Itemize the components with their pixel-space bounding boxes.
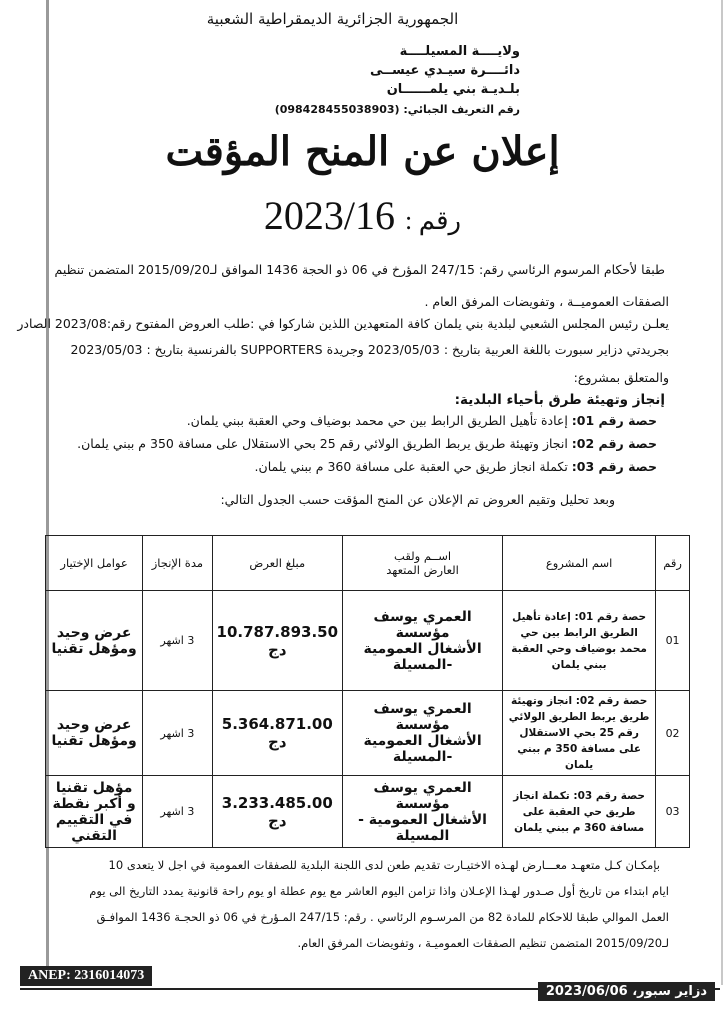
cell-duration: 3 اشهر xyxy=(143,691,212,776)
cell-num: 01 xyxy=(656,591,690,691)
cell-bidder xyxy=(343,591,503,691)
footer-line: ايام ابتداء من تاريخ أول صـدور لهـذا الإعـلان واذا تزامن اليوم العاشر مع يوم عطلة او يوم راحة قانونية يمدد التاريخ الى يوم xyxy=(89,884,669,898)
bidder-line: العمري يوسف مؤسسة xyxy=(373,608,472,641)
announcement-number xyxy=(0,192,725,239)
table-row xyxy=(46,776,690,848)
cell-project: حصة رقم 03: تكملة انجاز طريق حي العقبة على مسافة 360 م ببني يلمان xyxy=(503,776,656,848)
body-line: والمتعلق بمشروع: xyxy=(573,370,669,385)
daira: دائــــرة سيـدي عيســى xyxy=(369,63,520,78)
header-bidder-line: العارض المتعهد xyxy=(386,563,459,577)
cell-amount: 3.233.485.00 دج xyxy=(212,776,342,848)
lot-1 xyxy=(187,413,657,428)
body-line: بجريدتي دزاير سبورت باللغة العربية بتاريخ : 2023/05/03 وجريدة SUPPORTERS بالفرنسية بتاريخ : 2023/05/03 xyxy=(70,342,669,357)
lot-label: حصة رقم 02: xyxy=(571,436,657,451)
cell-duration: 3 اشهر xyxy=(143,776,212,848)
cell-amount: 5.364.871.00 دج xyxy=(212,691,342,776)
cell-bidder xyxy=(343,691,503,776)
table-header-row xyxy=(46,536,690,591)
bidder-line: العمري يوسف مؤسسة xyxy=(373,779,472,812)
body-line: طبقا لأحكام المرسوم الرئاسي رقم: 247/15 المؤرخ في 06 ذو الحجة 1436 الموافق لـ2015/09/20 المتضمن تنظيم xyxy=(54,262,665,277)
cell-num: 03 xyxy=(656,776,690,848)
cell-criteria: عرض وحيد ومؤهل تقنيا xyxy=(46,591,143,691)
cell-bidder xyxy=(343,776,503,848)
cell-num: 02 xyxy=(656,691,690,776)
body-line: يعلـن رئيس المجلس الشعبي لبلدية بني يلمان كافة المتعهدين اللذين شاركوا في :طلب العروض المفتوح رقم:2023/08 الصادر xyxy=(17,316,669,331)
number-value: 2023/16 xyxy=(263,193,396,238)
cell-criteria: عرض وحيد ومؤهل تقنيا xyxy=(46,691,143,776)
wilaya: ولايــــة المسيلــــة xyxy=(399,44,520,59)
header-duration: مدة الإنجاز xyxy=(143,536,212,591)
award-table xyxy=(45,535,690,848)
lot-text: انجاز وتهيئة طريق يربط الطريق الولائي رقم 25 بحي الاستقلال على مسافة 350 م ببني يلمان. xyxy=(77,436,568,451)
header-criteria: عوامل الإختيار xyxy=(46,536,143,591)
cell-criteria: مؤهل تقنيا و أكبر نقطة في التقييم التقني xyxy=(46,776,143,848)
body-line: الصفقات العموميــة ، وتفويضات المرفق العام . xyxy=(424,294,669,309)
number-label: رقم : xyxy=(405,206,462,235)
header-bidder xyxy=(343,536,503,591)
tax-id: رقم التعريف الجبائي: (098428455038903) xyxy=(274,103,520,116)
lot-text: إعادة تأهيل الطريق الرابط بين حي محمد بوضياف وحي العقبة ببني يلمان. xyxy=(186,413,568,428)
republic-header xyxy=(0,10,725,28)
lot-text: تكملة انجاز طريق حي العقبة على مسافة 360 م ببني يلمان. xyxy=(254,459,568,474)
cell-project: حصة رقم 02: انجاز وتهيئة طريق يربط الطريق الولائي رقم 25 بحي الاستقلال على مسافة 350 م ببني يلمان xyxy=(503,691,656,776)
table-row xyxy=(46,591,690,691)
bidder-line: الأشغال العمومية -المسيلة xyxy=(363,640,482,673)
page-title: إعلان عن المنح المؤقت xyxy=(165,128,560,175)
anep-number: ANEP: 2316014073 xyxy=(20,966,152,986)
footer-line: بإمكـان كـل متعهـد معـــارض لهـذه الاختيـارت تقديم طعن لدى اللجنة البلدية للصفقات العمومية في اجل لا يتعدى 10 xyxy=(108,858,660,872)
commune: بلـديـة بني يلمــــــان xyxy=(386,82,520,97)
header-project: اسم المشروع xyxy=(503,536,656,591)
cell-project: حصة رقم 01: إعادة تأهيل الطريق الرابط بين حي محمد بوضياف وحي العقبة ببني يلمان xyxy=(503,591,656,691)
cell-amount: 10.787.893.50 دج xyxy=(212,591,342,691)
footer-line: لـ2015/09/20 المتضمن تنظيم الصفقات العموميـة ، وتفويضات المرفق العام. xyxy=(297,936,669,950)
lot-2 xyxy=(77,436,657,451)
bidder-line: العمري يوسف مؤسسة xyxy=(373,701,472,733)
bidder-line: الأشغال العمومية - المسيلة xyxy=(358,811,487,844)
project-title: إنجاز وتهيئة طرق بأحياء البلدية: xyxy=(454,392,665,408)
table-row xyxy=(46,691,690,776)
cell-duration: 3 اشهر xyxy=(143,591,212,691)
bidder-line: الأشغال العمومية -المسيلة xyxy=(363,733,482,765)
republic-text: الجمهورية الجزائرية الديمقراطية الشعبية xyxy=(206,10,459,28)
lot-label: حصة رقم 01: xyxy=(571,413,657,428)
lot-label: حصة رقم 03: xyxy=(571,459,657,474)
header-amount: مبلغ العرض xyxy=(212,536,342,591)
newspaper-date: دزاير سبور، 2023/06/06 xyxy=(538,982,715,1001)
header-bidder-line: اســم ولقب xyxy=(394,549,452,563)
lot-3 xyxy=(255,459,657,474)
footer-line: العمل الموالي طبقا للاحكام للمادة 82 من المرسـوم الرئاسي . رقم: 247/15 المـؤرخ في 06 ذو الحجـة 1436 الموافـق xyxy=(96,910,669,924)
table-intro: وبعد تحليل وتقيم العروض تم الإعلان عن المنح المؤقت حسب الجدول التالي: xyxy=(220,492,615,507)
header-num: رقم xyxy=(656,536,690,591)
